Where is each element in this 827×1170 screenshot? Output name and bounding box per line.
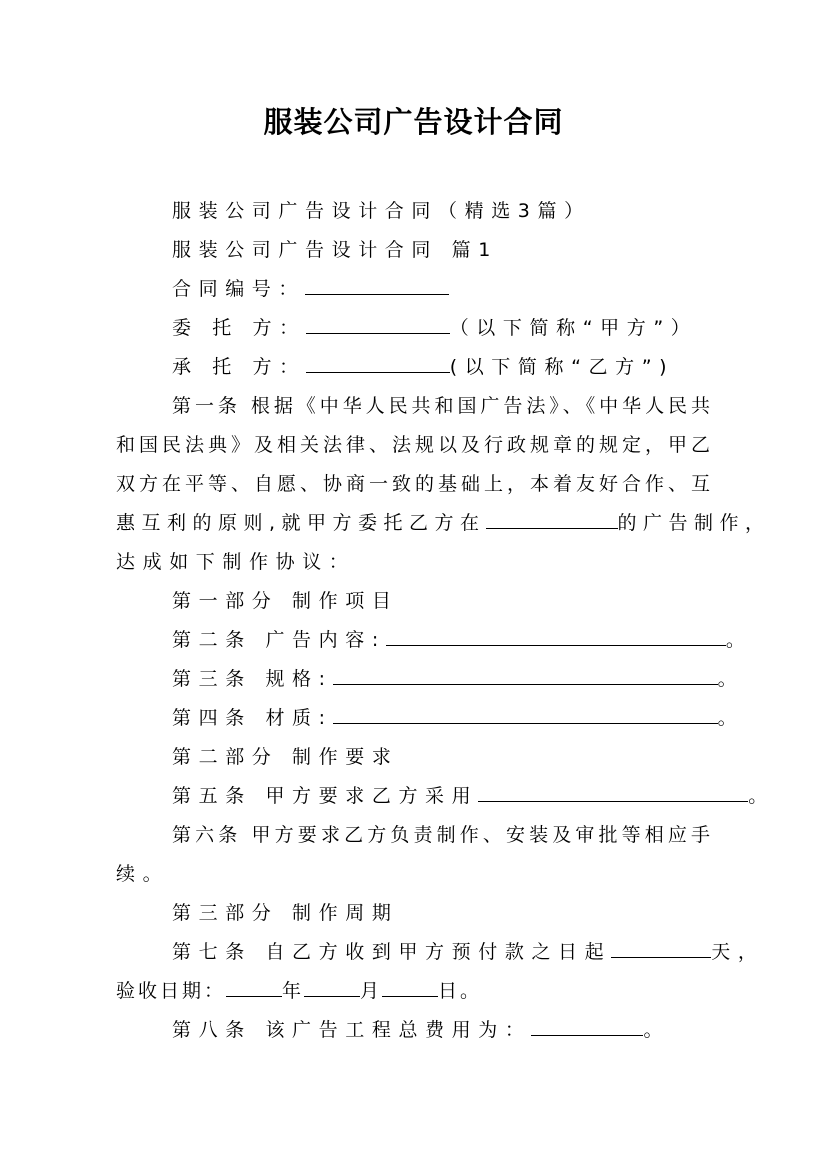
- part-heading: 服装公司广告设计合同 篇1: [172, 239, 498, 261]
- article-1-line-2: 和国民法典》及相关法律、法规以及行政规章的规定，甲乙: [116, 434, 710, 456]
- article-6-line-2: 续。: [116, 863, 170, 885]
- contractor-blank: [306, 354, 450, 373]
- period: 。: [717, 668, 745, 690]
- section-1-heading: 第一部分 制作项目: [172, 590, 399, 612]
- article-1-line-5: 达成如下制作协议：: [116, 551, 356, 573]
- article-8: [116, 1017, 710, 1043]
- article-6-line-1: 第六条 甲方要求乙方负责制作、安装及审批等相应手: [172, 824, 710, 846]
- period: 。: [725, 629, 753, 651]
- article-1-text: 惠互利的原则,就甲方委托乙方在: [116, 512, 486, 534]
- acceptance-date-label: 验收日期：: [116, 980, 227, 1002]
- article-5-blank: [478, 783, 748, 802]
- article-1-line-3: 双方在平等、自愿、协商一致的基础上，本着友好合作、互: [116, 473, 710, 495]
- article-5-label: 第五条 甲方要求乙方采用: [172, 785, 479, 807]
- year-label: 年: [282, 980, 305, 1002]
- client-blank: [306, 315, 450, 334]
- day-label: 日。: [438, 980, 483, 1002]
- article-7-line-2: [116, 978, 710, 1004]
- article-7-days-label: 天，: [711, 941, 765, 963]
- article-3-blank: [333, 666, 718, 685]
- article-1-line-4: [116, 510, 771, 536]
- client-note: （以下简称“甲方”）: [449, 317, 698, 339]
- subtitle: 服装公司广告设计合同（精选3篇）: [172, 200, 591, 222]
- article-7-line-1: [116, 939, 765, 965]
- day-blank: [382, 978, 438, 997]
- section-2-heading: 第二部分 制作要求: [172, 746, 399, 768]
- section-3-heading: 第三部分 制作周期: [172, 902, 399, 924]
- contract-number-label: 合同编号：: [172, 278, 306, 300]
- article-7-days-blank: [611, 939, 711, 958]
- article-4-label: 第四条 材质:: [172, 707, 333, 729]
- article-3: [116, 666, 745, 692]
- document-title: 服装公司广告设计合同: [263, 105, 564, 139]
- contract-number-blank: [305, 276, 449, 295]
- article-8-label: 第八条 该广告工程总费用为：: [172, 1019, 532, 1041]
- contractor-label: 承 托 方：: [172, 356, 306, 378]
- article-4-blank: [333, 705, 718, 724]
- contractor-note: (以下简称“乙方”): [449, 356, 675, 378]
- article-1-line-1: 第一条 根据《中华人民共和国广告法》、《中华人民共: [172, 395, 710, 417]
- article-2-blank: [386, 627, 726, 646]
- article-2: [116, 627, 753, 653]
- article-1-blank: [486, 510, 618, 529]
- period: 。: [643, 1019, 671, 1041]
- period: 。: [748, 785, 775, 807]
- article-1-text-end: 的广告制作，: [617, 512, 771, 534]
- article-4: [116, 705, 745, 731]
- client-label: 委 托 方：: [172, 317, 306, 339]
- article-3-label: 第三条 规格:: [172, 668, 333, 690]
- period: 。: [717, 707, 745, 729]
- year-blank: [226, 978, 282, 997]
- month-blank: [304, 978, 360, 997]
- article-7-text: 第七条 自乙方收到甲方预付款之日起: [172, 941, 612, 963]
- month-label: 月: [360, 980, 383, 1002]
- article-5: [116, 783, 775, 809]
- article-2-label: 第二条 广告内容:: [172, 629, 386, 651]
- contract-number-line: [116, 276, 710, 302]
- article-8-blank: [531, 1017, 643, 1036]
- client-line: [116, 315, 710, 341]
- contractor-line: [116, 354, 710, 380]
